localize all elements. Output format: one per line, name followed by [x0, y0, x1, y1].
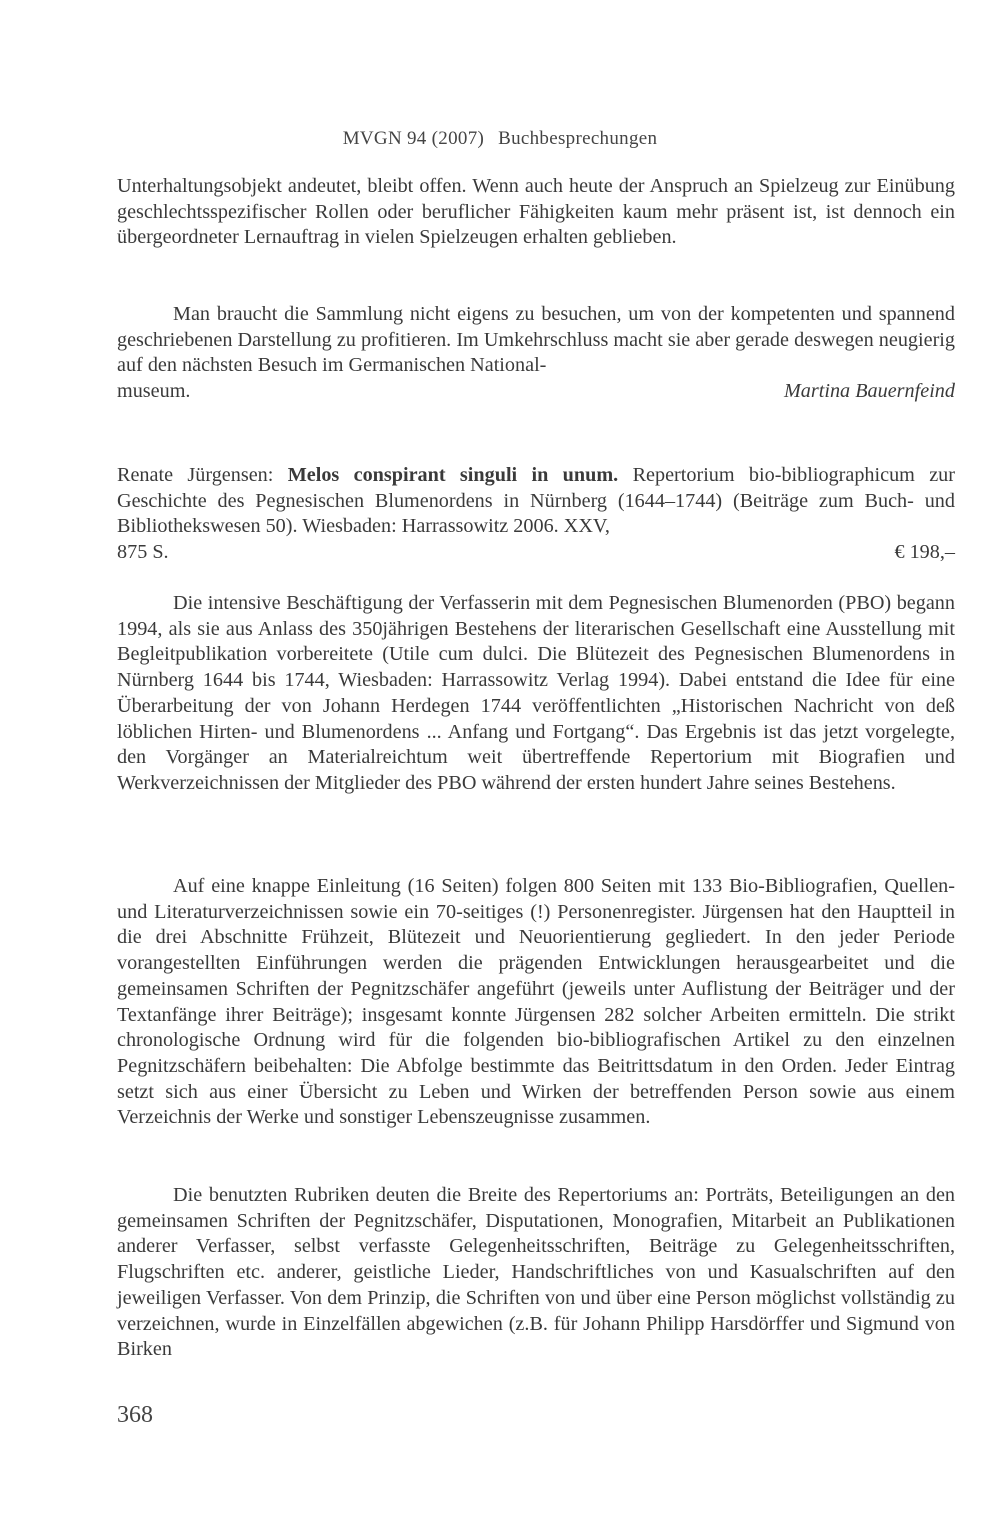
review-2-bibliographic-header: [117, 463, 955, 566]
review-2-citation-end-row: [117, 540, 955, 566]
review-2-body-part-3: [117, 1183, 955, 1363]
running-head: [0, 128, 1000, 150]
review-1-end-row: [117, 379, 955, 405]
review-2-body-part-2: [117, 874, 955, 1131]
review-2-body-part-1: [117, 591, 955, 797]
reviewer-signature: Martina Bauernfeind: [783, 380, 955, 403]
journal-reference: MVGN 94 (2007): [342, 128, 485, 149]
review-1-paragraph-2-end: museum.: [117, 380, 191, 403]
review-2-paragraph-1: Die intensive Beschäftigung der Verfasserin mit dem Pegnesischen Blumenorden (PBO) begann 1994, als sie aus Anlass des 350jährigen Bestehens der literarischen Gesellschaft eine Ausstellung mit Begleitpublikation vorbereitete (Utile cum dulci. Die Blütezeit des Pegnesischen Blumenordens in Nürnberg 1644 bis 1744, Wiesbaden: Harrassowitz Verlag 1994). Dabei entstand die Idee für eine Überarbeitung der von Johann Herdegen 1744 veröffentlichten „Historischen Nachricht von deß löblichen Hirten- und Blumenordens ... Anfang und Fortgang“. Das Ergebnis ist das jetzt vorgelegte, den Vorgänger an Materialreichtum weit übertreffende Repertorium mit Biografien und Werkverzeichnissen der Mitglieder des PBO während der ersten hundert Jahre seines Bestehens.: [117, 592, 955, 794]
book-author: Renate Jürgensen:: [117, 464, 274, 486]
book-title: Melos conspirant singuli in unum.: [287, 464, 619, 486]
review-1-closing: [117, 302, 955, 405]
review-1-continuation: [117, 174, 955, 251]
book-price: € 198,–: [894, 541, 955, 564]
review-2-paragraph-2: Auf eine knappe Einleitung (16 Seiten) folgen 800 Seiten mit 133 Bio-Bibliografien, Quellen- und Literaturverzeichnissen sowie ein 70-seitiges (!) Personenregister. Jürgensen hat den Hauptteil in die drei Abschnitte Frühzeit, Blütezeit und Neuorientierung gegliedert. In den jeder Periode vorangestellten Einführungen werden die prägenden Entwicklungen herausgearbeitet und die gemeinsamen Schriften der Pegnitzschäfer angeführt (jeweils unter Auflistung der Beiträger und der Textanfänge ihrer Beiträge); insgesamt konnte Jürgensen 282 solcher Arbeiten ermitteln. Die strikt chronologische Ordnung wird für die folgenden bio-bibliografischen Artikel zu den einzelnen Pegnitzschäfern beibehalten: Die Abfolge bestimmte das Beitrittsdatum in den Orden. Jeder Eintrag setzt sich aus einer Übersicht zu Leben und Wirken der betreffenden Person sowie aus einem Verzeichnis der Werke und sonstiger Lebenszeugnisse zusammen.: [117, 875, 955, 1129]
review-1-paragraph-2: Man braucht die Sammlung nicht eigens zu besuchen, um von der kompetenten und spannend geschriebenen Darstellung zu profitieren. Im Umkehrschluss macht sie aber gerade deswegen neugierig auf den nächsten Besuch im Germanischen National-: [117, 303, 955, 377]
book-bibliographic-details: Repertorium bio-bibliographicum zur Geschichte des Pegnesischen Blumenordens in Nürnberg (1644–1744) (Beiträge zum Buch- und Bibliothekswesen 50). Wiesbaden: Harrassowitz 2006. XXV,: [117, 464, 955, 538]
review-2-citation: [117, 463, 955, 540]
section-title: Buchbesprechungen: [498, 128, 658, 149]
page-number: 368: [117, 1402, 153, 1428]
review-1-paragraph-1: Unterhaltungsobjekt andeutet, bleibt offen. Wenn auch heute der Anspruch an Spielzeug zur Einübung geschlechtsspezifischer Rollen oder beruflicher Fähigkeiten kaum mehr präsent ist, ist dennoch ein übergeordneter Lernauftrag in vielen Spielzeugen erhalten geblieben.: [117, 175, 955, 249]
review-2-paragraph-3: Die benutzten Rubriken deuten die Breite des Repertoriums an: Porträts, Beteiligungen an den gemeinsamen Schriften der Pegnitzschäfer, Disputationen, Monografien, Mitarbeit an Publikationen anderer Verfasser, selbst verfasste Gelegenheitsschriften, Beiträge zu Gelegenheitsschriften, Flugschriften etc. anderer, geistliche Lieder, Handschriftliches von und Kasualschriften auf den jeweiligen Verfasser. Von dem Prinzip, die Schriften von und über eine Person möglichst vollständig zu verzeichnen, wurde in Einzelfällen abgewichen (z.B. für Johann Philipp Harsdörffer und Sigmund von Birken: [117, 1184, 955, 1361]
book-page-count: 875 S.: [117, 541, 169, 564]
